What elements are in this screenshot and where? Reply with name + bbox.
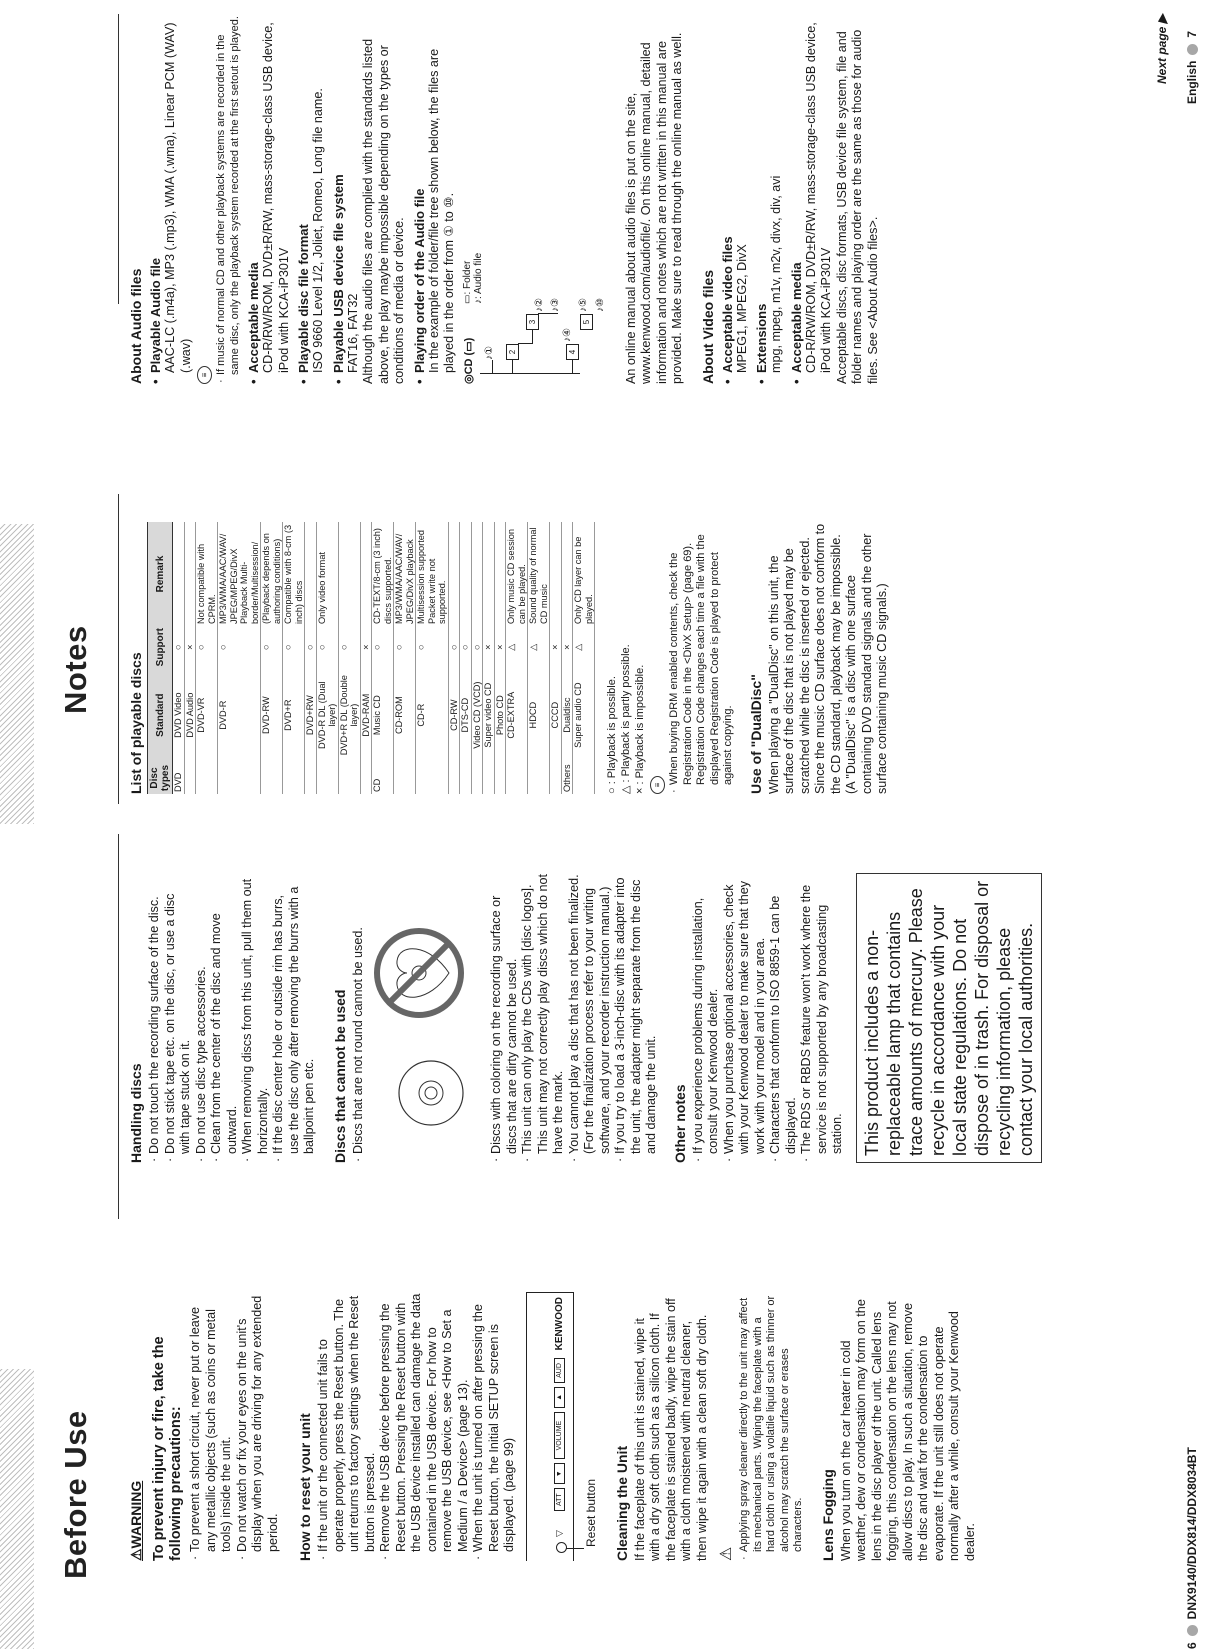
disc-type-cell [360,762,372,794]
disc-type-cell [283,762,305,794]
disc-type-cell [305,762,317,794]
page-title: Before Use [58,1410,93,1579]
tree-branch [512,360,513,374]
playable-discs-table [147,522,595,794]
reset-button-label: Reset button [583,1478,598,1547]
remark-cell [184,522,196,626]
dualdisc-text: When playing a "DualDisc" on this unit, the surface of the disc that is not played may be scratched while the disc is inserted or ejected. Since the music CD surface does not conform to the CD standard, playback may be impossible. (A "DualDisc" is a disc with one surface containing DVD standard signals and the other surface containing music CD signals.) [766,523,889,794]
note-icon: ≡ [650,776,665,794]
disc-type-cell [448,762,460,794]
support-cell: △ [506,626,528,668]
legend [605,522,647,794]
support-cell: × [483,626,495,668]
remark-cell [550,522,562,626]
support-cell: ○ [338,626,360,668]
standard-cell: DVD+R [283,668,305,762]
tree-file: ♪④ [561,328,573,342]
list-item: · The RDS or RBDS feature won't work where the service is not supported by any broadcasting station. [799,873,846,1163]
support-cell: ○ [261,626,283,668]
list-item: · Discs with coloring on the recording surface or discs that are dirty cannot be used. [489,873,520,1163]
standard-cell: Super audio CD [573,668,595,762]
cannot-list-2 [489,873,660,1163]
standard-cell: DVD Audio [184,668,196,762]
support-cell: ○ [196,626,218,668]
table-row [338,522,360,794]
standard-cell: Photo CD [494,668,506,762]
usbfs-text: FAT16, FAT32 [345,293,360,373]
next-page-link[interactable]: Next page ▶ [1155,14,1169,84]
video-files-label: • Acceptable video files [720,16,735,384]
cleaning-text: If the faceplate of this unit is stained, wipe it with a dry soft cloth such as a silicon cloth. If the faceplate is stained badly, wipe the stain off with a cloth moistened with neutral cleaner, then wipe it again with a clean soft dry cloth. [632,1298,709,1561]
fogging-text: When you turn on the car heater in cold weather, dew or condensation may form on the lens in the disc player of the unit. Called lens fogging, this condensation on the lens may not allow discs to play. In such a situation, remove the disc and wait for the condensation to evaporate. If the unit still does not operate normally after a while, consult your Kenwood dealer. [838,1299,977,1561]
list-item: · If the disc center hole or outside rim has burrs, use the disc only after removing the burrs with a ballpoint pen etc. [271,873,318,1163]
format-label: • Playable disc file format [296,16,311,384]
support-cell: × [561,626,573,668]
format-text: ISO 9660 Level 1/2, Joliet, Romeo, Long file name. [311,88,325,373]
support-cell: △ [573,626,595,668]
support-cell: ○ [218,626,261,668]
usbfs-label: • Playable USB device file system [331,16,346,384]
table-row [550,522,562,794]
remark-cell [338,522,360,626]
right-footer [1185,31,1199,104]
list-item: · Clean from the center of the disc and move outward. [209,873,240,1163]
faceplate-illustration [526,1293,604,1561]
tree-trunk [480,373,580,374]
legend-item: △ : Playback is partly possible. [620,644,632,794]
disc-type-cell [460,762,472,794]
disc-type-cell [494,762,506,794]
left-column-1 [128,1293,978,1561]
video-note: Acceptable discs, disc formats, USB device file system, file and folder names and playing order are the same as those for audio files. See <About Audio files>. [834,29,880,384]
language-label: English [1185,60,1199,104]
tree-folder: 2 [506,344,519,360]
heart-disc-prohibited-icon [377,931,461,1015]
disc-type-cell [184,762,196,794]
tree-branch [518,343,532,344]
standard-cell: DVD-RW [261,668,283,762]
standard-cell: CD-ROM [394,668,416,762]
mercury-notice: This product includes a non-replaceable lamp that contains trace amounts of mercury. Please recycle in accordance with your local state regulations. Do not dispose of in trash. For disposal or recycling information, please contact your local authorities. [856,873,1042,1163]
header-remark: Remark [148,522,173,626]
remark-cell [483,522,495,626]
vol-down-key: ▼ [554,1463,565,1484]
support-cell: ○ [448,626,460,668]
disc-type-cell [196,762,218,794]
standard-cell: Music CD [372,668,394,762]
standard-cell: DVD-R DL (Dual layer) [316,668,338,762]
support-cell: ○ [471,626,483,668]
tree-folder: 4 [566,344,579,360]
table-body [173,522,595,794]
list-item: · Do not watch or fix your eyes on the unit's display when you are driving for any extended period. [235,1293,282,1561]
table-row [416,522,449,794]
table-row [196,522,218,794]
remark-cell [360,522,372,626]
header-standard: Standard [148,668,173,762]
table-row [506,522,528,794]
list-item: · You cannot play a disc that has not been finalized. (For the finalization process refer to your writing software, and your recorder instruction manual.) [567,873,614,1163]
list-item: · If you try to load a 3-inch-disc with its adapter into the unit, the adapter might separate from the disc and damage the unit. [613,873,660,1163]
reset-heading: How to reset your unit [297,1413,313,1561]
remark-cell: Only music CD session can be played. [506,522,528,626]
disc-type-cell [573,762,595,794]
standard-cell: DVD-RAM [360,668,372,762]
legend-folder-text: : Folder [461,260,473,295]
remark-cell [460,522,472,626]
table-row [305,522,317,794]
octagon-disc-icon [399,1061,463,1125]
tree-branch [572,360,573,374]
playable-audio-text: AAC-LC (.m4a), MP3 (.mp3), WMA (.wma), Linear PCM (WAV) (.wav) [163,22,193,373]
ext-label: • Extensions [754,16,769,384]
standard-cell: DVD-R [218,668,261,762]
remark-cell: MP3/WMA/AAC/WAV/ JPEG/DivX playback [394,522,416,626]
page-title: Notes [58,625,93,714]
remark-cell [494,522,506,626]
remark-cell [471,522,483,626]
other-heading: Other notes [671,1084,688,1163]
tree-file: ♪② [533,298,545,312]
handling-list [147,873,318,1163]
header-rule [118,834,119,1219]
support-cell: ○ [173,626,185,668]
list-item: · If the unit or the connected unit fails to operate properly, press the Reset button. The unit returns to factory settings when the Reset button is pressed. [316,1293,378,1561]
standard-cell: CD-RW [448,668,460,762]
remark-cell [305,522,317,626]
legend-file: ♪: Audio file [472,252,484,304]
fogging-heading: Lens Fogging [819,1469,836,1561]
tree-branch [538,313,558,314]
tree-folder: 5 [580,314,593,330]
list-item: · Remove the USB device before pressing the Reset button. Pressing the Reset button with the USB device installed can damage the data contained in the USB device. For how to remove the USB device, see <How to Set a Medium / a Device> (page 13). [378,1293,471,1561]
right-column-1 [128,522,891,794]
folder-tree [462,16,612,384]
support-cell: ○ [460,626,472,668]
other-list [691,873,846,1163]
footer-dot [1187,44,1198,55]
tree-file: ♪⑩ [594,298,606,312]
tree-folder: 3 [526,314,539,330]
standard-cell: DTS-CD [460,668,472,762]
warning-label: ⚠WARNING [128,1480,144,1561]
standard-cell: CCCD [550,668,562,762]
table-row [394,522,416,794]
tree-legend [462,253,484,304]
list-item: · This unit can only play the CDs with [disc logos]. This unit may not correctly play discs which do not have the mark. [520,873,567,1163]
list-item: · Characters that conform to ISO 8859-1 can be displayed. [768,873,799,1163]
table-row [283,522,305,794]
list-item: · When the unit is turned on after pressing the Reset button, the Initial SETUP screen is displayed. (page 99) [471,1293,518,1561]
audio-heading: About Audio files [128,268,144,384]
remark-cell: Only CD layer can be played. [573,522,595,626]
table-row [528,522,550,794]
disc-type-cell [394,762,416,794]
remark-cell: Sound quality of normal CD music [528,522,550,626]
support-cell: × [360,626,372,668]
order-label: • Playing order of the Audio file [412,16,427,384]
support-cell: ○ [416,626,449,668]
disc-type-cell: CD [372,762,394,794]
video-heading: About Video files [699,269,716,384]
faceplate-buttons [554,1358,565,1511]
tree-file: ♪⑤ [577,298,589,312]
standard-cell: Super video CD [483,668,495,762]
standard-cell: CD-R [416,668,449,762]
eject-icon: ▽ [553,1530,564,1537]
volume-key: VOLUME [554,1412,565,1460]
list-item: · When you purchase optional accessories, check with your Kenwood dealer to make sure that they work with your model and in your area. [722,873,769,1163]
table-row [261,522,283,794]
disc-type-cell [416,762,449,794]
order-text: In the example of folder/file tree shown below, the files are played in the order from ① to ⑩. [426,48,456,373]
tree-branch [532,330,533,344]
tree-root-label: CD [462,358,475,375]
drm-note [668,522,736,794]
support-cell: ○ [394,626,416,668]
video-media-label: • Acceptable media [789,16,804,384]
table-row [184,522,196,794]
disc-type-cell [550,762,562,794]
disc-type-cell: Others [561,762,573,794]
prevent-list [188,1293,281,1561]
disc-type-cell [316,762,338,794]
audio-note [215,16,242,384]
page-number: 6 [1185,1642,1199,1649]
left-page [0,825,1209,1649]
support-cell: ○ [316,626,338,668]
header-rule [118,494,119,804]
list-item: · When removing discs from this unit, pull them out horizontally. [240,873,271,1163]
remark-cell: Compatible with 8-cm (3 inch) discs [283,522,305,626]
table-row [483,522,495,794]
support-cell: × [494,626,506,668]
table-row [316,522,338,794]
table-row [372,522,394,794]
header-rule-right [118,14,119,304]
disc-type-cell [506,762,528,794]
support-cell: × [550,626,562,668]
header-disc-types: Disc types [148,762,173,794]
reset-list [316,1293,518,1561]
remark-cell: (Playback depends on authoring conditions) [261,522,283,626]
list-item: · Do not touch the recording surface of the disc. [147,873,163,1163]
table-header-row [148,522,173,794]
table-row [471,522,483,794]
disc-type-cell [471,762,483,794]
table-row [448,522,460,794]
remark-cell [561,522,573,626]
aud-key: AUD [554,1358,565,1383]
cannot-list-1 [351,873,367,1163]
list-item: · Do not stick tape etc. on the disc, or use a disc with tape stuck on it. [163,873,194,1163]
table-row [561,522,573,794]
prevent-heading: To prevent injury or fire, take the following precautions: [151,1336,184,1561]
cleaning-caution [738,1293,806,1561]
disc-type-cell [528,762,550,794]
callout-line [566,1548,584,1549]
footer-dot [1187,1625,1198,1636]
standard-cell: DVD+RW [305,668,317,762]
standard-cell: Video CD (VCD) [471,668,483,762]
disc-type-cell [218,762,261,794]
hatch-band [0,1369,34,1649]
support-cell: ○ [372,626,394,668]
left-footer [1185,1447,1199,1649]
caution-icon: ⚠ [718,1546,735,1561]
table-row [573,522,595,794]
disc-shapes-graphic [369,873,489,1163]
video-files-text: MPEG1, MPEG2, DivX [734,244,749,373]
legend-item: ○ : Playback is possible. [606,676,618,794]
disc-illustrations [369,873,489,1163]
standard-cell: HDCD [528,668,550,762]
legend-folder: ▭: Folder [461,260,473,304]
standard-cell: Dualdisc [561,668,573,762]
support-cell: ○ [305,626,317,668]
legend-item: × : Playback is impossible. [634,664,646,794]
video-media-text: CD-R/RW/ROM, DVD±R/RW, mass-storage-class USB device, iPod with KCA-iP301V [803,22,833,373]
tree-file: ♪① [483,346,495,360]
right-page [0,0,1209,824]
list-item: · If you experience problems during installation, consult your Kenwood dealer. [691,873,722,1163]
disc-type-cell: DVD [173,762,185,794]
list-item: · Applying spray cleaner directly to the unit may affect its mechanical parts. Wiping the faceplate with a hard cloth or using a volatile liquid such as thinner or alcohol may scratch the surface or erases characters. [738,1293,806,1561]
media-label: • Acceptable media [246,16,261,384]
standard-cell: CD-EXTRA [506,668,528,762]
cleaning-heading: Cleaning the Unit [613,1445,630,1561]
disc-type-cell [483,762,495,794]
page-number: 7 [1185,30,1199,38]
remark-cell: Multisession supported Packet write not supported. [416,522,449,626]
hatch-band [0,524,34,824]
support-cell: △ [528,626,550,668]
remark-cell: Only video format [316,522,338,626]
remark-cell: CD-TEXT/8-cm (3 inch) discs supported. [372,522,394,626]
disc-type-cell [261,762,283,794]
dualdisc-heading: Use of "DualDisc" [747,674,764,794]
table-row [360,522,372,794]
note-icon: ≡ [197,366,212,384]
list-item: · To prevent a short circuit, never put or leave any metallic objects (such as coins or metal tools) inside the unit. [188,1293,235,1561]
standard-cell: DVD Video [173,668,185,762]
att-key: ATT [554,1488,565,1511]
tree-file: ♪③ [549,298,561,312]
list-item: · Discs that are not round cannot be used. [351,873,367,1163]
remark-cell: Not compatible with CPRM. [196,522,218,626]
left-column-2 [128,873,1042,1163]
tree-root: ◎CD (▭) [462,337,475,384]
list-heading: List of playable discs [128,652,144,794]
disc-type-cell [338,762,360,794]
table-row [173,522,185,794]
brand-logo: KENWOOD [553,1297,565,1351]
cannot-heading: Discs that cannot be used [331,989,348,1163]
table-row [460,522,472,794]
remark-cell: MP3/WMA/AAC/WAV/ JPEG/MPEG/DivX Playback Multi-border/Multisession/ [218,522,261,626]
vol-up-key: ▲ [554,1387,565,1408]
table-row [494,522,506,794]
model-number: DNX9140/DDX814/DDX8034BT [1185,1447,1199,1620]
standard-cell: DVD+R DL (Double layer) [338,668,360,762]
remark-cell [173,522,185,626]
handling-heading: Handling discs [128,1063,144,1163]
remark-cell [448,522,460,626]
usbfs-note: Although the audio files are complied with the standards listed above, the play maybe impossible depending on the types or conditions of media or device. [361,38,406,384]
support-cell: ○ [283,626,305,668]
list-item: · When buying DRM enabled contents, check the Registration Code in the <DivX Setup> (page 69). Registration Code changes each time a file with the displayed Registration Code is played to protect against copying. [668,522,736,794]
media-text: CD-R/RW/ROM, DVD±R/RW, mass-storage-class USB device, iPod with KCA-iP301V [261,22,291,373]
online-text: An online manual about audio files is put on the site, www.kenwood.com/audiofile/. On this online manual, detailed information and notes which are not written in this manual are provided. Make sure to read through the online manual as well. [623,32,684,384]
table-row [218,522,261,794]
support-cell: × [184,626,196,668]
ext-text: mpg, mpeg, m1v, m2v, divx, div, avi [769,175,783,373]
faceplate-body [526,1292,574,1561]
list-item: · If music of normal CD and other playback systems are recorded in the same disc, only the playback system recorded at the first setout is played. [215,16,242,384]
standard-cell: DVD-VR [196,668,218,762]
header-support: Support [148,626,173,668]
tree-branch [492,360,493,374]
right-column-2 [128,16,881,384]
list-item: · Do not use disc type accessories. [194,873,210,1163]
legend-file-text: : Audio file [472,252,484,299]
playable-audio-label: • Playable Audio file [148,16,163,384]
